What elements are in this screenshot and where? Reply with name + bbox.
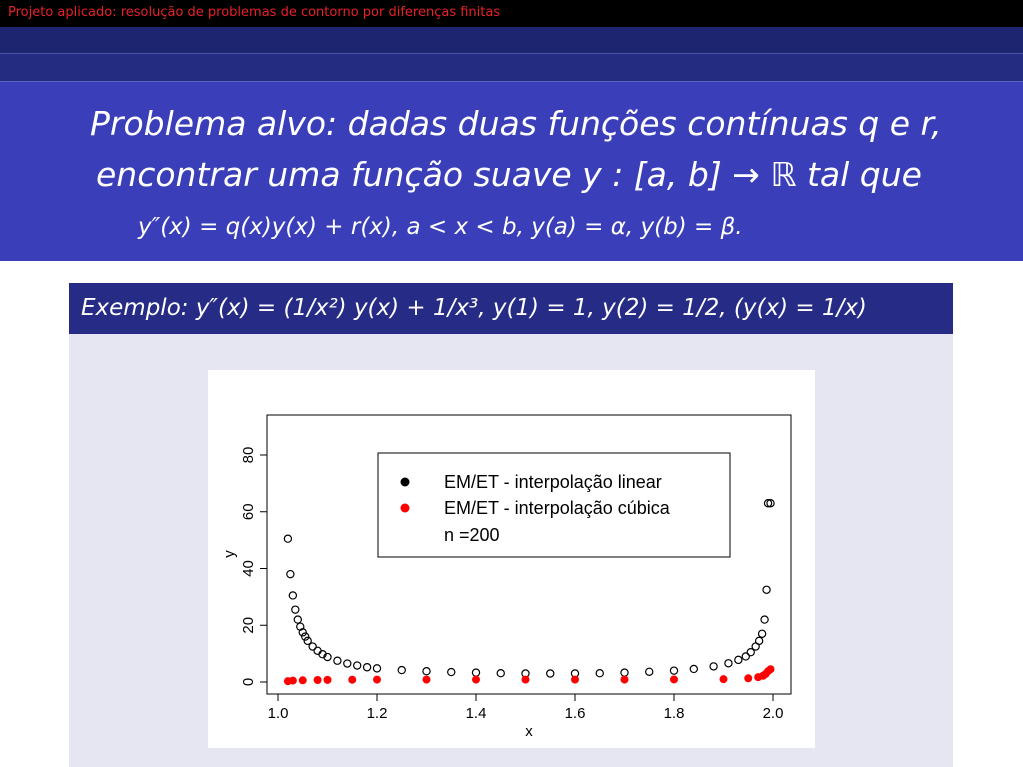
data-point bbox=[354, 662, 361, 669]
data-point bbox=[767, 665, 775, 673]
data-point bbox=[289, 592, 296, 599]
data-point bbox=[314, 676, 322, 684]
data-point bbox=[621, 669, 628, 676]
x-tick-label: 1.2 bbox=[366, 705, 388, 722]
nav-band-1 bbox=[0, 27, 1023, 54]
data-point bbox=[547, 670, 554, 677]
x-axis bbox=[268, 694, 784, 722]
data-point bbox=[744, 674, 752, 682]
y-tick-label: 80 bbox=[240, 446, 257, 464]
data-point bbox=[423, 676, 431, 684]
data-point bbox=[294, 616, 301, 623]
data-point bbox=[761, 616, 768, 623]
x-axis-label: x bbox=[525, 723, 533, 740]
data-point bbox=[571, 676, 579, 684]
data-point bbox=[720, 675, 728, 683]
legend-label-n: n =200 bbox=[444, 525, 500, 545]
data-point bbox=[621, 676, 629, 684]
legend bbox=[378, 453, 730, 557]
data-point bbox=[756, 637, 763, 644]
data-point bbox=[596, 670, 603, 677]
data-point bbox=[423, 668, 430, 675]
data-point bbox=[725, 660, 732, 667]
problem-statement-box bbox=[0, 82, 1023, 261]
x-tick-label: 1.6 bbox=[564, 705, 586, 722]
legend-marker-linear bbox=[401, 478, 410, 487]
x-tick-label: 1.4 bbox=[465, 705, 487, 722]
legend-marker-cubic bbox=[401, 504, 410, 513]
data-point bbox=[735, 656, 742, 663]
scatter-chart bbox=[208, 370, 815, 748]
data-point bbox=[373, 665, 380, 672]
data-point bbox=[348, 676, 356, 684]
data-point bbox=[344, 660, 351, 667]
problem-line-1: Problema alvo: dadas duas funções contínuas q e r, bbox=[90, 104, 942, 143]
y-tick-label: 0 bbox=[240, 677, 257, 687]
header-bar bbox=[0, 0, 1023, 27]
data-point bbox=[522, 676, 530, 684]
data-point bbox=[309, 643, 316, 650]
x-tick-label: 2.0 bbox=[762, 705, 784, 722]
data-point bbox=[334, 657, 341, 664]
problem-line-2: encontrar uma função suave y : [a, b] → ℝ tal que bbox=[96, 155, 922, 194]
data-point bbox=[287, 571, 294, 578]
x-tick-label: 1.0 bbox=[267, 705, 289, 722]
data-point bbox=[497, 670, 504, 677]
data-point bbox=[364, 664, 371, 671]
data-point bbox=[670, 675, 678, 683]
y-tick-label: 20 bbox=[240, 616, 257, 634]
data-point bbox=[472, 669, 479, 676]
data-point bbox=[292, 606, 299, 613]
data-point bbox=[472, 676, 480, 684]
data-point bbox=[324, 676, 332, 684]
data-point bbox=[710, 663, 717, 670]
legend-label-cubic: EM/ET - interpolação cúbica bbox=[444, 498, 670, 518]
data-point bbox=[759, 630, 766, 637]
example-text: Exemplo: y″(x) = (1/x²) y(x) + 1/x³, y(1) = 1, y(2) = 1/2, (y(x) = 1/x) bbox=[81, 295, 867, 321]
legend-label-linear: EM/ET - interpolação linear bbox=[444, 472, 662, 492]
data-point bbox=[670, 667, 677, 674]
y-tick-label: 40 bbox=[240, 560, 257, 577]
data-point bbox=[763, 586, 770, 593]
x-tick-label: 1.8 bbox=[663, 705, 685, 722]
example-header bbox=[69, 283, 953, 334]
nav-band-2 bbox=[0, 54, 1023, 82]
header-title: Projeto aplicado: resolução de problemas de contorno por diferenças finitas bbox=[8, 5, 501, 20]
plot-panel bbox=[208, 370, 815, 748]
data-point bbox=[398, 666, 405, 673]
data-point bbox=[742, 653, 749, 660]
data-point bbox=[690, 665, 697, 672]
data-point bbox=[289, 677, 297, 685]
y-tick-label: 60 bbox=[240, 503, 257, 521]
y-axis bbox=[240, 447, 267, 687]
problem-equation: y″(x) = q(x)y(x) + r(x), a < x < b, y(a) = α, y(b) = β. bbox=[138, 214, 743, 240]
data-point bbox=[284, 535, 291, 542]
data-point bbox=[373, 676, 381, 684]
data-point bbox=[646, 668, 653, 675]
data-point bbox=[448, 668, 455, 675]
data-point bbox=[299, 676, 307, 684]
y-axis-label: y bbox=[221, 550, 238, 558]
